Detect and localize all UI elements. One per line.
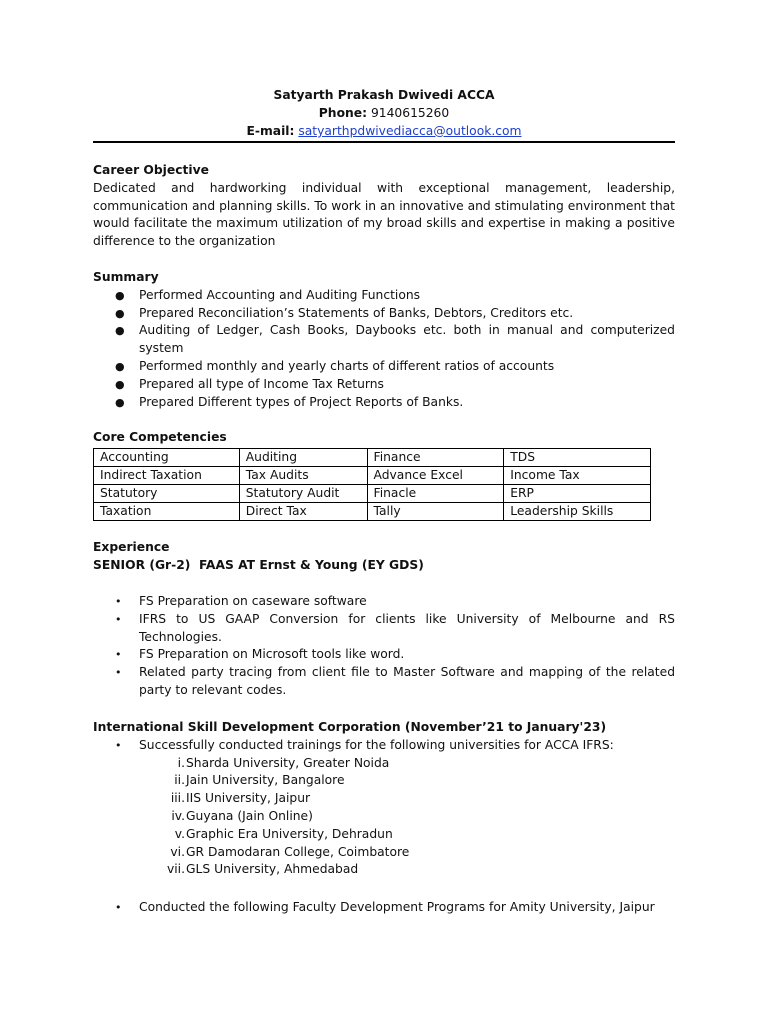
table-cell: Tally [367, 502, 504, 520]
list-item [93, 790, 675, 808]
table-cell: Leadership Skills [504, 502, 651, 520]
email-line [93, 122, 675, 140]
list-item-text: FS Preparation on caseware software [139, 594, 367, 608]
list-item [93, 772, 675, 790]
table-cell: Accounting [94, 448, 240, 466]
phone-line [93, 104, 675, 122]
list-item-text: Successfully conducted trainings for the following universities for ACCA IFRS: [139, 737, 614, 752]
list-item [93, 826, 675, 844]
list-number: v. [174, 826, 185, 841]
list-item [93, 808, 675, 826]
competencies-table [93, 448, 651, 521]
list-number: ii. [174, 773, 185, 788]
table-cell: Income Tax [504, 466, 651, 484]
list-item-text: Sharda University, Greater Noida [186, 755, 390, 770]
table-cell: TDS [504, 448, 651, 466]
table-cell: Finacle [367, 484, 504, 502]
experience-list-section [93, 593, 675, 700]
list-item [93, 358, 675, 376]
list-item [93, 305, 675, 323]
table-cell: Direct Tax [239, 502, 367, 520]
list-number: vii. [166, 862, 185, 877]
table-cell: Indirect Taxation [94, 466, 240, 484]
table-row [94, 484, 651, 502]
list-item [93, 611, 675, 647]
table-cell: Statutory [94, 484, 240, 502]
list-number: i. [177, 755, 185, 770]
table-row [94, 448, 651, 466]
list-item-text: FS Preparation on Microsoft tools like word. [139, 647, 405, 662]
list-item-text: IIS University, Jaipur [186, 791, 311, 806]
table-cell: Taxation [94, 502, 240, 520]
email-link[interactable]: satyarthpdwivediacca@outlook.com [298, 124, 522, 138]
table-cell: Finance [367, 448, 504, 466]
list-item-text: GLS University, Ahmedabad [186, 862, 359, 877]
summary-list [93, 287, 675, 412]
header-divider [93, 141, 675, 143]
table-cell: Auditing [239, 448, 367, 466]
phone-number: 9140615260 [370, 106, 450, 120]
table-cell: Advance Excel [367, 466, 504, 484]
bullet-icon: • [115, 738, 122, 752]
list-item-text: Conducted the following Faculty Development Programs for Amity University, Jaipur [139, 900, 655, 914]
table-cell: Tax Audits [239, 466, 367, 484]
resume-header [93, 86, 675, 140]
phone-label: Phone: [318, 106, 368, 120]
list-item [93, 646, 675, 664]
fdp-section [93, 899, 675, 917]
list-item [93, 844, 675, 862]
list-item [93, 394, 675, 412]
isdc-list [93, 737, 675, 755]
isdc-title: International Skill Development Corporation (November’21 to January'23) [93, 720, 607, 734]
list-item [93, 899, 675, 917]
experience-role: SENIOR (Gr-2) FAAS AT Ernst & Young (EY GDS) [93, 557, 424, 572]
summary-title: Summary [93, 270, 159, 284]
experience-title: Experience [93, 540, 170, 554]
career-objective-text: Dedicated and hardworking individual with exceptional management, leadership, communication and planning skills. To work in an innovative and stimulating environment that would facilitate the maximum utilization of my broad skills and expertise in making a positive difference to the organization [93, 180, 675, 249]
list-number: vi. [170, 844, 185, 859]
career-objective-section [93, 162, 675, 251]
bullet-icon: • [115, 612, 122, 626]
isdc-section [93, 719, 675, 879]
fdp-list [93, 899, 675, 917]
experience-list [93, 593, 675, 700]
list-item [93, 664, 675, 700]
list-item [93, 755, 675, 773]
email-label: E-mail: [246, 124, 295, 138]
bullet-icon: ● [115, 377, 125, 391]
list-item-text: Prepared Reconciliation’s Statements of Banks, Debtors, Creditors etc. [139, 305, 574, 320]
list-item [93, 737, 675, 755]
bullet-icon: • [115, 901, 122, 914]
bullet-icon: • [115, 666, 122, 680]
bullet-icon: • [115, 648, 122, 662]
career-objective-title: Career Objective [93, 163, 209, 177]
list-item-text: Jain University, Bangalore [186, 773, 345, 788]
list-item-text: Auditing of Ledger, Cash Books, Daybooks etc. both in manual and computerized system [139, 323, 675, 356]
list-item-text: Prepared Different types of Project Reports of Banks. [139, 394, 464, 409]
table-row [94, 502, 651, 520]
list-item [93, 593, 675, 611]
bullet-icon: ● [115, 395, 125, 409]
bullet-icon: ● [115, 359, 125, 373]
list-item-text: GR Damodaran College, Coimbatore [186, 844, 410, 859]
list-item-text: Performed Accounting and Auditing Functions [139, 287, 421, 302]
list-item [93, 287, 675, 305]
bullet-icon: ● [115, 306, 125, 320]
candidate-name: Satyarth Prakash Dwivedi ACCA [273, 88, 495, 102]
experience-section [93, 539, 675, 575]
bullet-icon: ● [115, 288, 125, 302]
university-list [93, 755, 675, 880]
bullet-icon: ● [115, 324, 125, 338]
list-item-text: Performed monthly and yearly charts of different ratios of accounts [139, 358, 555, 373]
list-item-text: Related party tracing from client file to Master Software and mapping of the related party to relevant codes. [139, 665, 675, 697]
list-item-text: Prepared all type of Income Tax Returns [139, 376, 384, 391]
list-item-text: IFRS to US GAAP Conversion for clients like University of Melbourne and RS Technologies. [139, 611, 675, 644]
list-item [93, 861, 675, 879]
list-item-text: Graphic Era University, Dehradun [186, 826, 393, 841]
list-number: iv. [171, 808, 185, 823]
core-competencies-title: Core Competencies [93, 430, 227, 444]
bullet-icon: • [115, 595, 122, 608]
core-competencies-section [93, 429, 675, 521]
table-cell: ERP [504, 484, 651, 502]
summary-section [93, 269, 675, 411]
table-cell: Statutory Audit [239, 484, 367, 502]
list-item [93, 376, 675, 394]
table-row [94, 466, 651, 484]
list-item [93, 322, 675, 358]
list-number: iii. [170, 791, 185, 806]
list-item-text: Guyana (Jain Online) [186, 808, 313, 823]
